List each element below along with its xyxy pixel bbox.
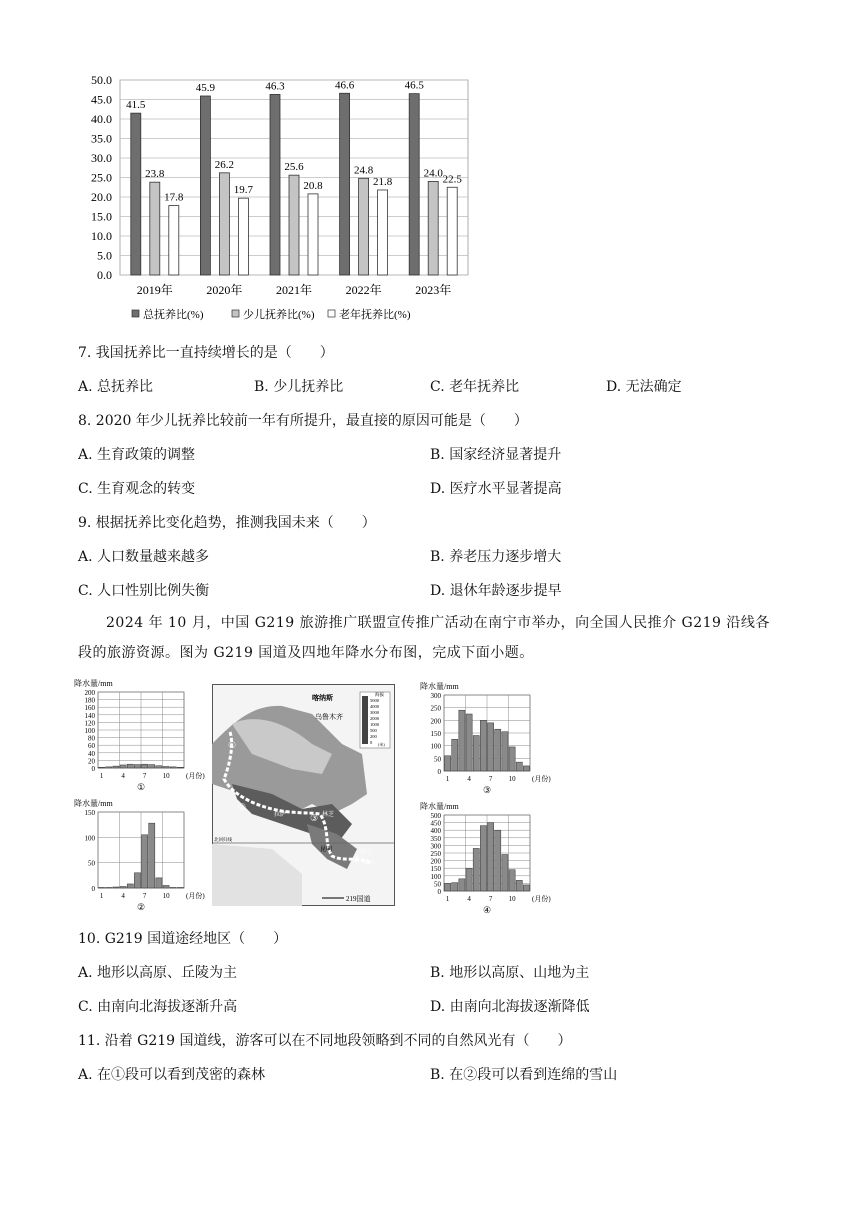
precip-bar (170, 887, 176, 888)
y-tick-label: 100 (84, 834, 95, 843)
x-tick-label: 1 (99, 892, 104, 900)
precip-bar (516, 762, 522, 771)
x-tick-label: 2019年 (136, 283, 173, 297)
precip-bar (488, 723, 494, 771)
y-tick-label: 50 (434, 880, 441, 889)
precip-bar (480, 826, 486, 891)
precip-bar (473, 848, 479, 891)
precip-bar (509, 870, 515, 891)
legend-3000: 3000 (370, 710, 379, 715)
x-tick-label: 7 (142, 772, 147, 780)
y-tick-label: 40 (88, 749, 95, 758)
legend-title: 海拔 (375, 692, 384, 697)
y-tick-label: 250 (430, 704, 441, 713)
y-tick-label: 5.0 (97, 248, 112, 263)
q10-option-c: C. 由南向北海拔逐渐升高 (78, 999, 238, 1015)
dependency-ratio-chart (70, 68, 490, 330)
y-tick-label: 150 (430, 865, 441, 874)
legend-5000: 5000 (370, 698, 379, 703)
q11-option-a: A. 在①段可以看到茂密的森林 (78, 1067, 266, 1083)
y-tick-label: 50 (434, 755, 441, 764)
precip-bar (452, 883, 458, 891)
y-tick-label: 180 (84, 696, 95, 705)
legend-200: 200 (370, 734, 377, 739)
q9-option-c: C. 人口性别比例失衡 (78, 583, 210, 599)
y-tick-label: 140 (84, 711, 95, 720)
legend-swatch (132, 310, 139, 317)
y-tick-label: 100 (84, 727, 95, 735)
bar (150, 182, 160, 275)
precip-bar (516, 880, 522, 891)
precip-bar (149, 765, 155, 768)
data-label: 26.2 (214, 158, 235, 171)
place-lhasa: 拉萨 (274, 812, 287, 818)
bar (169, 206, 179, 275)
y-axis-title: 降水量/mm (74, 679, 113, 688)
precipitation-chart-3 (418, 679, 553, 797)
precip-bar (473, 736, 479, 771)
bar (219, 173, 229, 275)
y-axis-title: 降水量/mm (420, 682, 459, 691)
y-tick-label: 0 (437, 768, 441, 776)
y-tick-label: 15.0 (91, 209, 112, 224)
y-tick-label: 500 (430, 812, 441, 820)
data-label: 20.8 (303, 179, 323, 192)
x-tick-label: 4 (467, 895, 471, 903)
q10-option-d: D. 由南向北海拔逐渐降低 (430, 999, 590, 1015)
legend-label: 总抚养比(%) (143, 309, 204, 321)
precip-bar (170, 767, 176, 768)
precip-bar (480, 720, 486, 771)
x-tick-label: 1 (99, 772, 104, 780)
y-tick-label: 20 (88, 757, 95, 766)
y-tick-label: 200 (84, 689, 95, 697)
marker-4: ④ (352, 855, 361, 865)
x-unit-label: (月份) (186, 772, 205, 780)
x-unit-label: (月份) (186, 892, 205, 900)
legend-1000: 1000 (370, 722, 379, 727)
q7-option-a: A. 总抚养比 (78, 379, 154, 395)
bar (378, 190, 388, 275)
y-tick-label: 300 (430, 692, 441, 700)
y-tick-label: 25.0 (91, 170, 112, 185)
y-tick-label: 0 (91, 765, 95, 773)
question-10-stem: 10. G219 国道途经地区（ ） (78, 931, 288, 947)
x-tick-label: 7 (142, 892, 147, 900)
q10-option-a: A. 地形以高原、丘陵为主 (78, 965, 238, 981)
y-tick-label: 0.0 (97, 268, 112, 282)
x-unit-label: (月份) (532, 775, 551, 783)
question-7-stem: 7. 我国抚养比一直持续增长的是（ ） (78, 345, 334, 361)
y-tick-label: 250 (430, 850, 441, 858)
place-nanning: 南宁 (360, 850, 373, 856)
precip-bar (523, 766, 529, 771)
precipitation-chart-2 (72, 796, 205, 914)
q9-option-b: B. 养老压力逐步增大 (430, 549, 562, 565)
y-tick-label: 60 (88, 742, 95, 751)
precip-bar (177, 887, 183, 888)
legend-swatch (232, 310, 239, 317)
q8-option-b: B. 国家经济显著提升 (430, 447, 562, 463)
chart-marker: ② (136, 902, 146, 912)
precip-bar (106, 767, 112, 768)
y-tick-label: 30.0 (91, 151, 112, 165)
data-label: 45.9 (195, 81, 216, 94)
x-tick-label: 10 (162, 772, 170, 780)
legend-swatch (328, 310, 335, 317)
precip-bar (134, 765, 140, 768)
precip-bar (495, 830, 501, 891)
q7-option-d: D. 无法确定 (606, 379, 682, 395)
bar (447, 187, 457, 275)
legend-label: 少儿抚养比(%) (243, 309, 315, 321)
x-unit-label: (月份) (532, 895, 551, 903)
precip-bar (99, 887, 105, 888)
q7-option-c: C. 老年抚养比 (430, 379, 520, 395)
precip-bar (156, 878, 162, 888)
precip-bar (509, 747, 515, 771)
question-8-stem: 8. 2020 年少儿抚养比较前一年有所提升，最直接的原因可能是（ ） (78, 413, 528, 429)
data-label: 23.8 (145, 168, 165, 181)
precip-bar (113, 766, 119, 768)
question-11-stem: 11. 沿着 G219 国道线，游客可以在不同地段领略到不同的自然风光有（ ） (78, 1033, 572, 1049)
precip-bar (106, 887, 112, 888)
y-axis-title: 降水量/mm (74, 799, 113, 808)
bar (200, 96, 210, 275)
bar (308, 194, 318, 275)
x-tick-label: 7 (488, 775, 493, 783)
y-tick-label: 200 (430, 857, 441, 866)
y-tick-label: 160 (84, 704, 95, 713)
y-tick-label: 45.0 (91, 92, 112, 107)
bar (428, 181, 438, 275)
bar (409, 94, 419, 275)
q9-option-a: A. 人口数量越来越多 (78, 549, 210, 565)
y-tick-label: 100 (430, 872, 441, 881)
q10-option-b: B. 地形以高原、山地为主 (430, 965, 590, 981)
precip-bar (459, 710, 465, 771)
y-tick-label: 150 (84, 809, 95, 817)
precip-bar (466, 868, 472, 891)
question-9-stem: 9. 根据抚养比变化趋势，推测我国未来（ ） (78, 515, 376, 531)
y-tick-label: 400 (430, 827, 441, 836)
data-label: 21.8 (372, 175, 393, 188)
place-kunming: 昆明 (320, 847, 333, 853)
precip-bar (488, 823, 494, 891)
precip-bar (502, 855, 508, 891)
x-tick-label: 1 (445, 895, 450, 903)
y-tick-label: 100 (430, 742, 441, 751)
precipitation-chart-4 (418, 799, 553, 917)
y-axis-title: 降水量/mm (420, 802, 459, 811)
q7-option-b: B. 少儿抚养比 (254, 379, 344, 395)
legend-500: 500 (370, 728, 377, 733)
data-label: 46.6 (334, 79, 355, 92)
q11-option-b: B. 在②段可以看到连绵的雪山 (430, 1067, 618, 1083)
x-tick-label: 2021年 (275, 283, 313, 297)
g219-route-map (212, 684, 395, 906)
precip-bar (466, 714, 472, 771)
y-tick-label: 35.0 (91, 131, 112, 146)
y-tick-label: 300 (430, 842, 441, 851)
y-tick-label: 0 (91, 885, 95, 893)
precip-bar (495, 729, 501, 771)
precip-bar (452, 739, 458, 771)
x-tick-label: 10 (508, 895, 516, 903)
q8-option-a: A. 生育政策的调整 (78, 447, 196, 463)
marker-2: ② (238, 802, 247, 812)
x-tick-label: 2023年 (415, 283, 452, 297)
y-tick-label: 10.0 (91, 229, 112, 243)
legend-0: 0 (370, 740, 373, 745)
precip-bar (120, 886, 126, 888)
marker-1: ① (228, 740, 237, 750)
data-label: 46.3 (265, 80, 285, 93)
precipitation-chart-1 (72, 676, 205, 794)
bar (359, 178, 369, 275)
place-urumqi: 乌鲁木齐 (315, 713, 343, 721)
data-label: 19.7 (233, 184, 254, 197)
y-tick-label: 350 (430, 834, 441, 843)
chart-marker: ③ (482, 785, 492, 795)
data-label: 46.5 (404, 79, 424, 92)
y-tick-label: 450 (430, 819, 441, 828)
bar (340, 93, 350, 275)
bar (238, 198, 248, 275)
precip-bar (142, 835, 148, 888)
precip-bar (445, 756, 451, 771)
legend-ramp (362, 696, 368, 744)
precip-bar (134, 873, 140, 888)
x-tick-label: 4 (121, 892, 125, 900)
data-label: 17.8 (164, 191, 184, 204)
place-kanas: 喀纳斯 (312, 694, 333, 702)
y-tick-label: 150 (430, 730, 441, 738)
precip-bar (156, 766, 162, 768)
legend-unit: (米) (378, 742, 385, 747)
data-label: 41.5 (126, 99, 146, 112)
precip-bar (127, 764, 133, 768)
material-intro: 2024 年 10 月，中国 G219 旅游推广联盟宣传推广活动在南宁市举办，向全国人民推介 G219 沿线各段的旅游资源。图为 G219 国道及四地年降水分布图，完成下面小题。 (78, 615, 770, 661)
precip-bar (127, 884, 133, 888)
y-tick-label: 200 (430, 717, 441, 726)
x-tick-label: 1 (445, 775, 450, 783)
q9-option-d: D. 退休年龄逐步提早 (430, 583, 562, 599)
data-label: 25.6 (284, 161, 304, 174)
legend-4000: 4000 (370, 704, 379, 709)
x-tick-label: 10 (508, 775, 516, 783)
route-legend-label: 219国道 (346, 895, 371, 903)
chart-marker: ① (136, 782, 146, 792)
precip-bar (120, 765, 126, 768)
legend-2000: 2000 (370, 716, 379, 721)
place-nyingchi: 林芝 (322, 812, 335, 818)
data-label: 22.5 (442, 173, 462, 186)
precip-bar (523, 885, 529, 891)
q8-option-c: C. 生育观念的转变 (78, 481, 196, 497)
x-tick-label: 7 (488, 895, 493, 903)
precip-bar (445, 883, 451, 891)
bar (289, 175, 299, 275)
y-tick-label: 40.0 (91, 112, 112, 126)
x-tick-label: 4 (467, 775, 471, 783)
x-tick-label: 2020年 (206, 283, 243, 297)
data-label: 24.0 (423, 167, 443, 180)
precip-bar (459, 879, 465, 891)
y-tick-label: 0 (437, 888, 441, 896)
precip-bar (163, 885, 169, 888)
x-tick-label: 10 (162, 892, 170, 900)
place-dongxing: 东兴 (362, 860, 375, 866)
x-tick-label: 4 (121, 772, 125, 780)
tropic-label: 北回归线 (214, 837, 232, 842)
precip-bar (113, 887, 119, 888)
x-tick-label: 2022年 (345, 283, 382, 297)
q8-option-d: D. 医疗水平显著提高 (430, 481, 562, 497)
precip-bar (177, 767, 183, 768)
marker-3: ③ (310, 813, 319, 823)
bar (270, 94, 280, 275)
legend-label: 老年抚养比(%) (339, 309, 411, 321)
precip-bar (163, 766, 169, 768)
precip-bar (149, 823, 155, 888)
y-tick-label: 80 (88, 734, 95, 743)
y-tick-label: 120 (84, 719, 95, 728)
y-tick-label: 20.0 (91, 190, 112, 204)
data-label: 24.8 (353, 164, 374, 177)
chart-marker: ④ (482, 905, 492, 915)
y-tick-label: 50.0 (91, 73, 112, 87)
precip-bar (142, 764, 148, 768)
bar (131, 113, 141, 275)
y-tick-label: 50 (88, 859, 95, 868)
precip-bar (99, 767, 105, 768)
precip-bar (502, 732, 508, 771)
